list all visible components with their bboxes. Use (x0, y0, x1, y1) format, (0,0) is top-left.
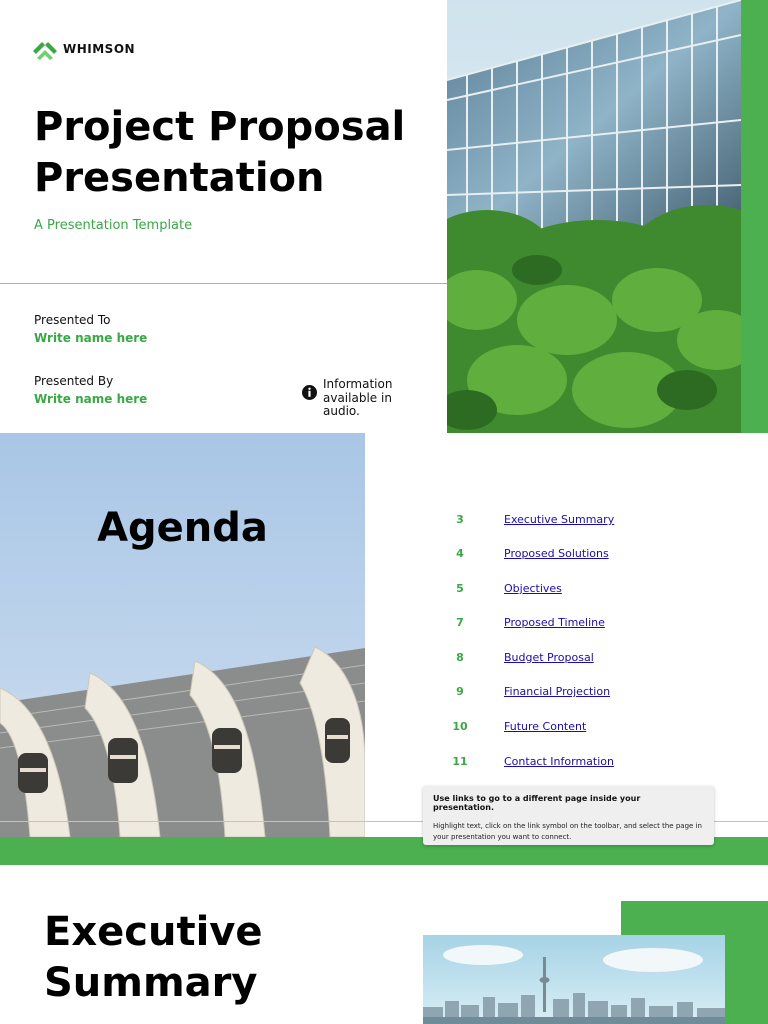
agenda-link-proposed-timeline[interactable]: Proposed Timeline (504, 616, 605, 629)
arched-building-photo (0, 433, 365, 837)
divider-line (0, 283, 447, 284)
presented-to-name[interactable]: Write name here (34, 331, 148, 345)
info-text: Information available in audio. (323, 377, 393, 418)
slide-agenda (0, 433, 768, 865)
brand-logo (33, 38, 135, 60)
tooltip-body: Highlight text, click on the link symbol on the toolbar, and select the page in your presentation you want to connect. (433, 822, 702, 841)
agenda-item (440, 616, 740, 636)
executive-summary-title: Executive Summary (44, 909, 263, 1006)
agenda-link-budget-proposal[interactable]: Budget Proposal (504, 651, 594, 664)
slide-title-text: Project Proposal Presentation (34, 104, 406, 201)
tooltip-title: Use links to go to a different page inside your presentation. (433, 794, 641, 812)
link-help-tooltip (423, 786, 714, 845)
glass-building-photo (447, 0, 741, 433)
presented-by-label: Presented By (34, 374, 114, 388)
brand-name: WHIMSON (63, 42, 136, 56)
agenda-title: Agenda (97, 505, 268, 551)
agenda-item (440, 720, 740, 740)
slide-title (0, 0, 768, 433)
accent-strip (741, 0, 768, 433)
agenda-item (440, 685, 740, 705)
slide-executive-summary (0, 865, 768, 1024)
agenda-item (440, 547, 740, 567)
agenda-item (440, 755, 740, 775)
agenda-link-proposed-solutions[interactable]: Proposed Solutions (504, 547, 609, 560)
agenda-page-number: 7 (456, 616, 464, 629)
agenda-link-executive-summary[interactable]: Executive Summary (504, 513, 615, 526)
info-icon[interactable] (302, 385, 317, 400)
agenda-page-number: 8 (456, 651, 464, 664)
audio-info[interactable] (302, 378, 403, 419)
slide-subtitle: A Presentation Template (34, 218, 193, 233)
agenda-item (440, 582, 740, 602)
presented-by-name[interactable]: Write name here (34, 392, 148, 406)
presented-to-label: Presented To (34, 313, 111, 327)
agenda-page-number: 9 (456, 685, 464, 698)
agenda-page-number: 4 (456, 547, 464, 560)
agenda-link-objectives[interactable]: Objectives (504, 582, 562, 595)
agenda-link-contact-information[interactable]: Contact Information (504, 755, 614, 768)
agenda-link-financial-projection[interactable]: Financial Projection (504, 685, 611, 698)
agenda-item (440, 513, 740, 533)
agenda-page-number: 10 (452, 720, 468, 733)
agenda-page-number: 11 (452, 755, 468, 768)
agenda-item (440, 651, 740, 671)
agenda-link-future-content[interactable]: Future Content (504, 720, 587, 733)
agenda-page-number: 3 (456, 513, 464, 526)
whimson-logo-icon (33, 38, 57, 60)
city-skyline-photo (423, 935, 725, 1024)
agenda-page-number: 5 (456, 582, 464, 595)
